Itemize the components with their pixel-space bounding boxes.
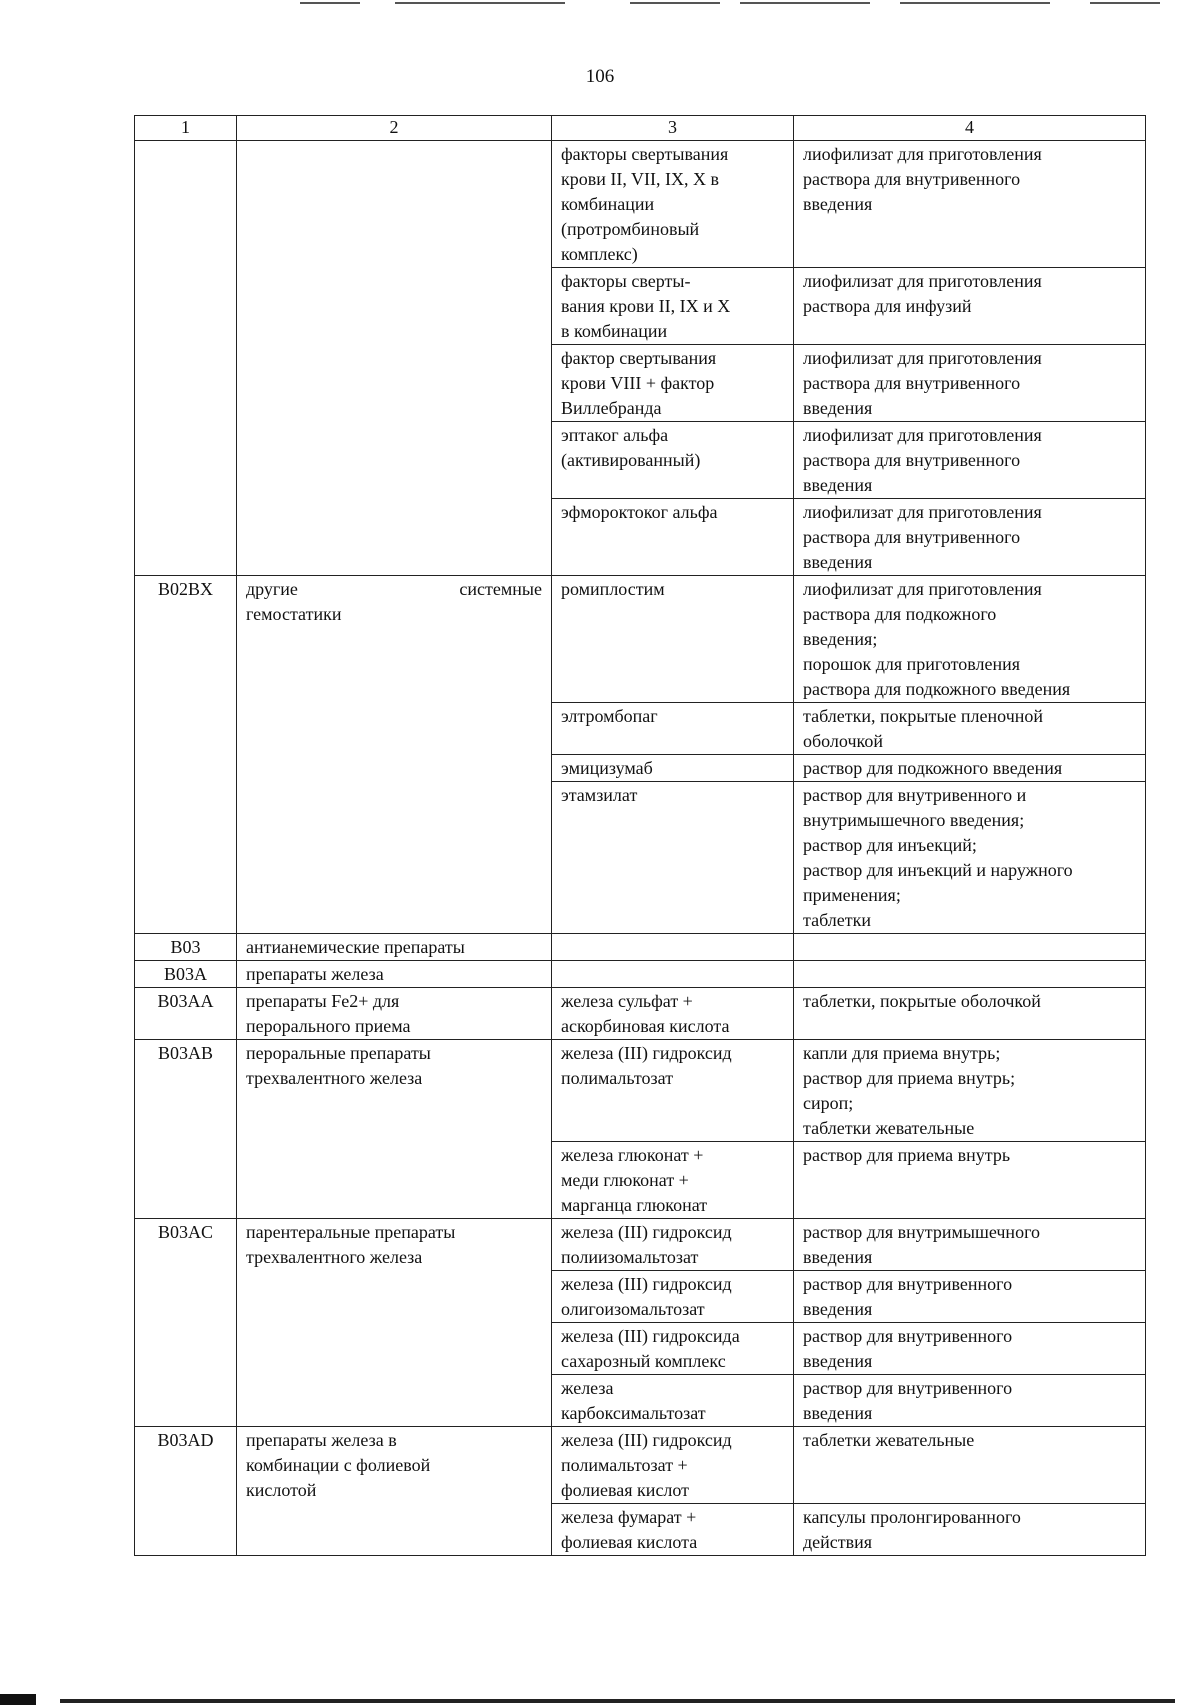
column-header: 3 (552, 116, 794, 141)
text-line: эфмороктоког альфа (561, 502, 718, 522)
dosage-form-cell (794, 1142, 1146, 1219)
text-line: трехвалентного железа (246, 1068, 423, 1088)
text-line: сахарозный комплекс (561, 1351, 726, 1371)
dosage-form-cell (794, 1040, 1146, 1142)
group-name-cell (237, 1219, 552, 1427)
group-name-cell (237, 1040, 552, 1219)
table-row (135, 988, 1146, 1040)
word: другие (246, 579, 298, 599)
text-line: элтромбопаг (561, 706, 658, 726)
text-line: раствор для приема внутрь; (803, 1068, 1016, 1088)
text-line: раствор для подкожного введения (803, 758, 1063, 778)
text-line: порошок для приготовления (803, 654, 1021, 674)
dosage-form-cell (794, 934, 1146, 961)
table-row (135, 1040, 1146, 1142)
drug-name-cell (552, 345, 794, 422)
text-line: фолиевая кислота (561, 1532, 698, 1552)
atc-code-cell: B03 (135, 934, 237, 961)
text-line: раствор для внутримышечного (803, 1222, 1040, 1242)
scan-artifact-bottom (0, 1692, 1200, 1707)
text-line: введения (803, 552, 873, 572)
dosage-form-cell (794, 755, 1146, 782)
text-line: железа (III) гидроксида (561, 1326, 740, 1346)
text-line: раствора для внутривенного (803, 169, 1021, 189)
group-name-cell (237, 1427, 552, 1556)
text-line: гемостатики (246, 604, 342, 624)
text-line: факторы сверты- (561, 271, 691, 291)
text-line: факторы свертывания (561, 144, 729, 164)
group-name-cell (237, 988, 552, 1040)
group-name-cell (237, 576, 552, 934)
dosage-form-cell (794, 1504, 1146, 1556)
drug-name-cell (552, 988, 794, 1040)
atc-code-cell: B03AA (135, 988, 237, 1040)
drug-name-cell (552, 961, 794, 988)
text-line: лиофилизат для приготовления (803, 271, 1042, 291)
table-row (135, 1219, 1146, 1271)
scan-artifact-top (300, 0, 1180, 8)
text-line: железа глюконат + (561, 1145, 704, 1165)
dosage-form-cell (794, 499, 1146, 576)
text-line: таблетки, покрытые пленочной (803, 706, 1044, 726)
justified-line (246, 577, 542, 602)
text-line: лиофилизат для приготовления (803, 502, 1042, 522)
text-line: (протромбиновый (561, 219, 700, 239)
page-number: 106 (585, 66, 615, 87)
text-line: действия (803, 1532, 873, 1552)
text-line: фактор свертывания (561, 348, 717, 368)
text-line: раствор для приема внутрь (803, 1145, 1011, 1165)
text-line: введения (803, 475, 873, 495)
dosage-form-cell (794, 422, 1146, 499)
text-line: введения (803, 398, 873, 418)
text-line: эмицизумаб (561, 758, 653, 778)
text-line: препараты Fe2+ для (246, 991, 400, 1011)
text-line: Виллебранда (561, 398, 662, 418)
text-line: оболочкой (803, 731, 883, 751)
text-line: применения; (803, 885, 901, 905)
text-line: раствор для инъекций и наружного (803, 860, 1073, 880)
drug-name-cell (552, 1504, 794, 1556)
dosage-form-cell (794, 576, 1146, 703)
text-line: в комбинации (561, 321, 668, 341)
text-line: препараты железа (246, 964, 384, 984)
text-line: меди глюконат + (561, 1170, 689, 1190)
group-name-cell (237, 961, 552, 988)
dosage-form-cell (794, 703, 1146, 755)
dosage-form-cell (794, 141, 1146, 268)
text-line: фолиевая кислот (561, 1480, 690, 1500)
atc-code-cell: B02BX (135, 576, 237, 934)
text-line: перорального приема (246, 1016, 411, 1036)
text-line: (активированный) (561, 450, 701, 470)
dosage-form-cell (794, 268, 1146, 345)
text-line: трехвалентного железа (246, 1247, 423, 1267)
text-line: парентеральные препараты (246, 1222, 456, 1242)
atc-code-cell (135, 141, 237, 576)
table-row (135, 934, 1146, 961)
drug-name-cell (552, 1323, 794, 1375)
text-line: железа фумарат + (561, 1507, 697, 1527)
drug-name-cell (552, 1271, 794, 1323)
drug-name-cell (552, 782, 794, 934)
text-line: капсулы пролонгированного (803, 1507, 1021, 1527)
text-line: таблетки, покрытые оболочкой (803, 991, 1041, 1011)
drug-name-cell (552, 1375, 794, 1427)
drug-name-cell (552, 576, 794, 703)
table-row (135, 961, 1146, 988)
text-line: вания крови II, IX и X (561, 296, 731, 316)
text-line: железа (III) гидроксид (561, 1043, 732, 1063)
text-line: марганца глюконат (561, 1195, 708, 1215)
drug-name-cell (552, 1142, 794, 1219)
text-line: введения (803, 1403, 873, 1423)
text-line: лиофилизат для приготовления (803, 348, 1042, 368)
drug-name-cell (552, 499, 794, 576)
dosage-form-cell (794, 345, 1146, 422)
text-line: железа (561, 1378, 614, 1398)
column-header: 2 (237, 116, 552, 141)
text-line: комбинации с фолиевой (246, 1455, 431, 1475)
header-row (135, 116, 1146, 141)
dosage-form-cell (794, 1323, 1146, 1375)
dosage-form-cell (794, 1427, 1146, 1504)
text-line: раствор для инъекций; (803, 835, 977, 855)
table-row (135, 576, 1146, 703)
column-header: 1 (135, 116, 237, 141)
word: системные (459, 579, 542, 599)
drug-name-cell (552, 141, 794, 268)
drug-name-cell (552, 703, 794, 755)
text-line: лиофилизат для приготовления (803, 579, 1042, 599)
dosage-form-cell (794, 1271, 1146, 1323)
text-line: введения (803, 194, 873, 214)
table-row (135, 1427, 1146, 1504)
text-line: комбинации (561, 194, 655, 214)
atc-code-cell: B03AD (135, 1427, 237, 1556)
table-row (135, 141, 1146, 268)
drug-name-cell (552, 1219, 794, 1271)
text-line: раствора для внутривенного (803, 527, 1021, 547)
drug-table (134, 115, 1146, 1556)
drug-name-cell (552, 268, 794, 345)
text-line: крови VIII + фактор (561, 373, 715, 393)
text-line: железа (III) гидроксид (561, 1274, 732, 1294)
text-line: сироп; (803, 1093, 854, 1113)
text-line: таблетки жевательные (803, 1118, 975, 1138)
drug-name-cell (552, 755, 794, 782)
text-line: этамзилат (561, 785, 638, 805)
text-line: олигоизомальтозат (561, 1299, 705, 1319)
text-line: пероральные препараты (246, 1043, 431, 1063)
text-line: полимальтозат + (561, 1455, 688, 1475)
text-line: железа сульфат + (561, 991, 693, 1011)
text-line: раствор для внутривенного (803, 1378, 1013, 1398)
text-line: капли для приема внутрь; (803, 1043, 1001, 1063)
dosage-form-cell (794, 1219, 1146, 1271)
text-line: раствора для внутривенного (803, 450, 1021, 470)
text-line: кислотой (246, 1480, 317, 1500)
drug-name-cell (552, 1040, 794, 1142)
text-line: препараты железа в (246, 1430, 397, 1450)
dosage-form-cell (794, 961, 1146, 988)
drug-name-cell (552, 422, 794, 499)
dosage-form-cell (794, 1375, 1146, 1427)
text-line: железа (III) гидроксид (561, 1222, 732, 1242)
text-line: введения (803, 1299, 873, 1319)
text-line: лиофилизат для приготовления (803, 144, 1042, 164)
text-line: введения; (803, 629, 878, 649)
text-line: таблетки жевательные (803, 1430, 975, 1450)
dosage-form-cell (794, 988, 1146, 1040)
text-line: раствор для внутривенного и (803, 785, 1027, 805)
text-line: раствора для внутривенного (803, 373, 1021, 393)
text-line: полиизомальтозат (561, 1247, 699, 1267)
text-line: раствор для внутривенного (803, 1274, 1013, 1294)
atc-code-cell: B03AC (135, 1219, 237, 1427)
text-line: карбоксимальтозат (561, 1403, 706, 1423)
text-line: аскорбиновая кислота (561, 1016, 730, 1036)
text-line: лиофилизат для приготовления (803, 425, 1042, 445)
text-line: ромиплостим (561, 579, 665, 599)
dosage-form-cell (794, 782, 1146, 934)
text-line: раствора для подкожного введения (803, 679, 1071, 699)
column-header: 4 (794, 116, 1146, 141)
text-line: крови II, VII, IX, X в (561, 169, 720, 189)
atc-code-cell: B03A (135, 961, 237, 988)
atc-code-cell: B03AB (135, 1040, 237, 1219)
text-line: полимальтозат (561, 1068, 674, 1088)
text-line: раствора для инфузий (803, 296, 972, 316)
text-line: железа (III) гидроксид (561, 1430, 732, 1450)
text-line: внутримышечного введения; (803, 810, 1025, 830)
group-name-cell (237, 141, 552, 576)
text-line: антианемические препараты (246, 937, 465, 957)
text-line: введения (803, 1247, 873, 1267)
text-line: комплекс) (561, 244, 638, 264)
text-line: введения (803, 1351, 873, 1371)
text-line: эптаког альфа (561, 425, 669, 445)
text-line: таблетки (803, 910, 872, 930)
text-line: раствора для подкожного (803, 604, 997, 624)
drug-name-cell (552, 934, 794, 961)
text-line: раствор для внутривенного (803, 1326, 1013, 1346)
table-body (135, 116, 1146, 1556)
group-name-cell (237, 934, 552, 961)
drug-name-cell (552, 1427, 794, 1504)
